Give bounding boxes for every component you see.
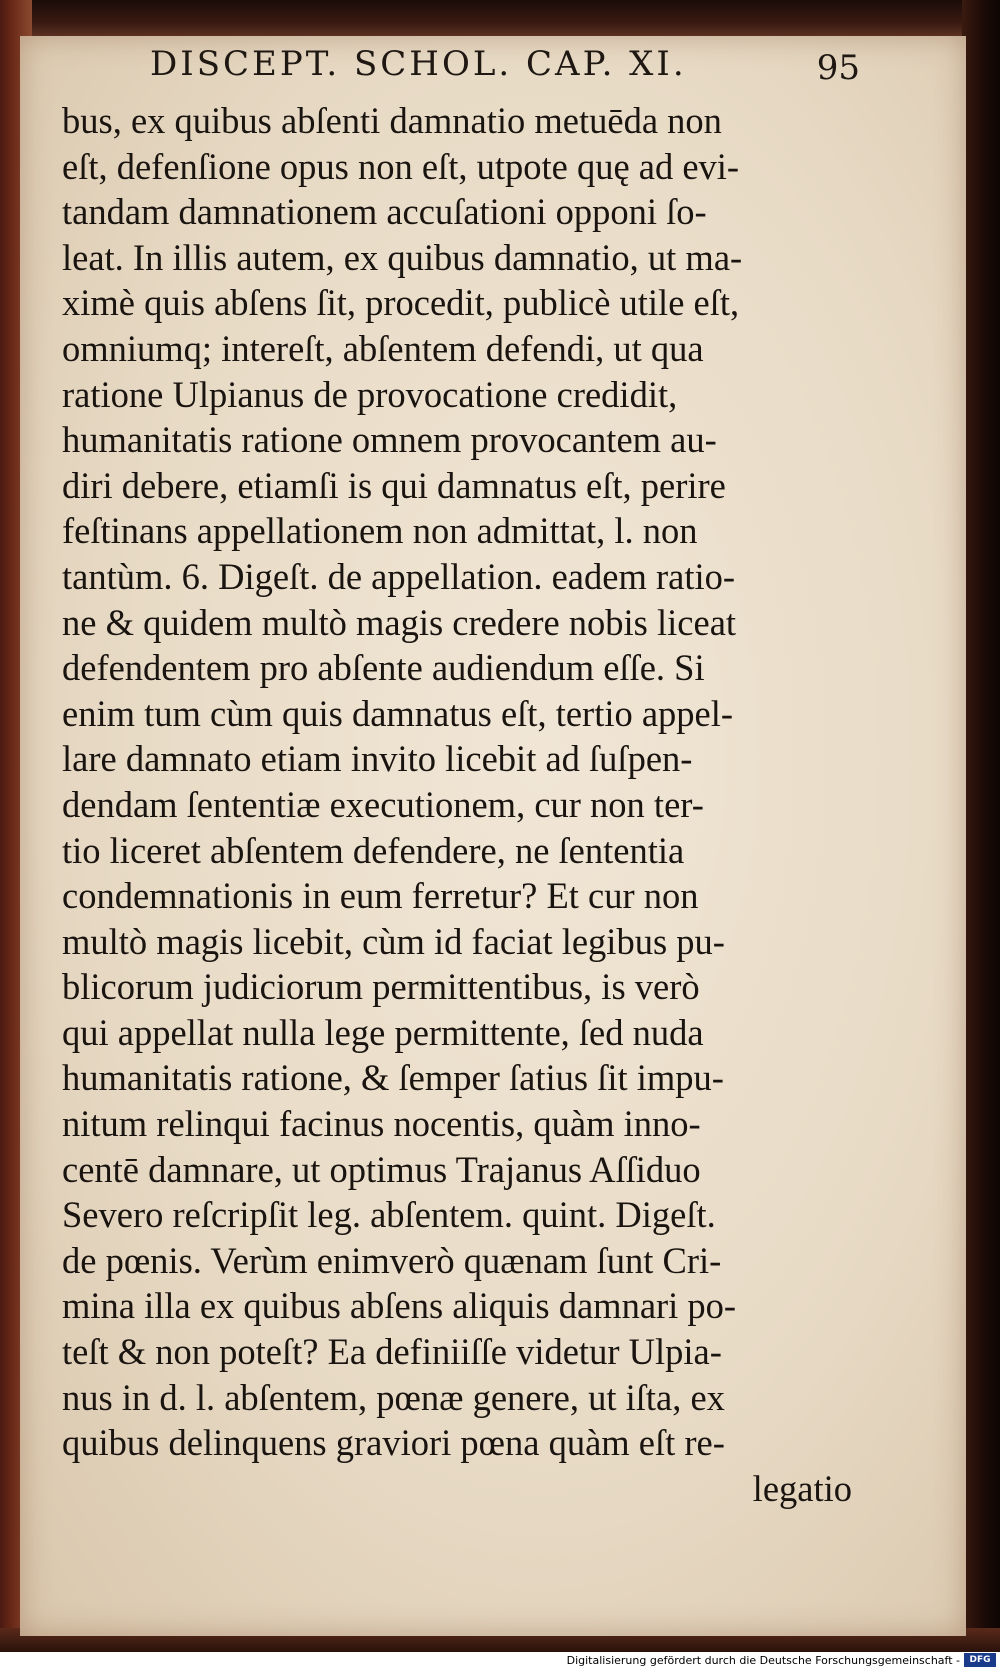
text-line: teſt & non poteſt? Ea definiiſſe videtur Ulpia- <box>62 1331 722 1373</box>
page-number: 95 <box>816 48 860 88</box>
text-line: leat. In illis autem, ex quibus damnatio, ut ma- <box>62 236 743 278</box>
text-line: eſt, defenſione opus non eſt, utpote quę ad evi- <box>62 145 740 187</box>
text-line: humanitatis ratione, & ſemper ſatius ſit impu- <box>62 1057 724 1099</box>
text-line: qui appellat nulla lege permittente, ſed nuda <box>62 1011 704 1053</box>
text-line: bus, ex quibus abſenti damnatio metuēda non <box>62 100 722 141</box>
running-head: DISCEPT. SCHOL. CAP. XI. <box>150 44 687 84</box>
text-line: tandam damnationem accuſationi opponi ſo- <box>62 191 707 233</box>
text-line: condemnationis in eum ferretur? Et cur non <box>62 875 699 917</box>
text-line: Severo reſcripſit leg. abſentem. quint. Digeſt. <box>62 1194 716 1236</box>
catchword: legatio <box>752 1467 852 1509</box>
text-line: ratione Ulpianus de provocatione credidit, <box>62 373 678 415</box>
text-line: humanitatis ratione omnem provocantem au- <box>62 419 717 461</box>
body-text <box>62 98 852 1538</box>
scan-right-edge <box>962 0 1000 1652</box>
text-line: diri debere, etiamſi is qui damnatus eſt, perire <box>62 464 726 506</box>
text-line: tantùm. 6. Digeſt. de appellation. eadem ratio- <box>62 555 736 597</box>
text-line: ne & quidem multò magis credere nobis liceat <box>62 601 737 643</box>
digitization-credit: Digitalisierung gefördert durch die Deutsche Forschungsgemeinschaft - <box>566 1654 960 1667</box>
text-line: quibus delinquens graviori pœna quàm eſt re- <box>62 1422 725 1464</box>
text-line: dendam ſententiæ executionem, cur non ter- <box>62 783 704 825</box>
dfg-logo: DFG <box>964 1653 996 1667</box>
text-line: multò magis licebit, cùm id faciat legibus pu- <box>62 920 725 962</box>
text-line: ximè quis abſens ſit, procedit, publicè utile eſt, <box>62 282 740 324</box>
text-line: omniumq; intereſt, abſentem defendi, ut qua <box>62 327 704 369</box>
text-line: de pœnis. Verùm enimverò quænam ſunt Cri- <box>62 1239 722 1281</box>
text-line: enim tum cùm quis damnatus eſt, tertio appel- <box>62 692 734 734</box>
text-line: mina illa ex quibus abſens aliquis damnari po- <box>62 1285 737 1327</box>
text-line: tio liceret abſentem defendere, ne ſententia <box>62 829 685 871</box>
text-line: defendentem pro abſente audiendum eſſe. Si <box>62 647 705 689</box>
text-line: blicorum judiciorum permittentibus, is verò <box>62 966 700 1008</box>
text-line: nus in d. l. abſentem, pœnæ genere, ut iſta, ex <box>62 1376 725 1418</box>
text-line: feſtinans appellationem non admittat, l. non <box>62 510 698 552</box>
text-line: centē damnare, ut optimus Trajanus Aſſiduo <box>62 1148 701 1190</box>
text-line: lare damnato etiam invito licebit ad ſuſpen- <box>62 738 693 780</box>
text-line: nitum relinqui facinus nocentis, quàm inno- <box>62 1103 701 1145</box>
